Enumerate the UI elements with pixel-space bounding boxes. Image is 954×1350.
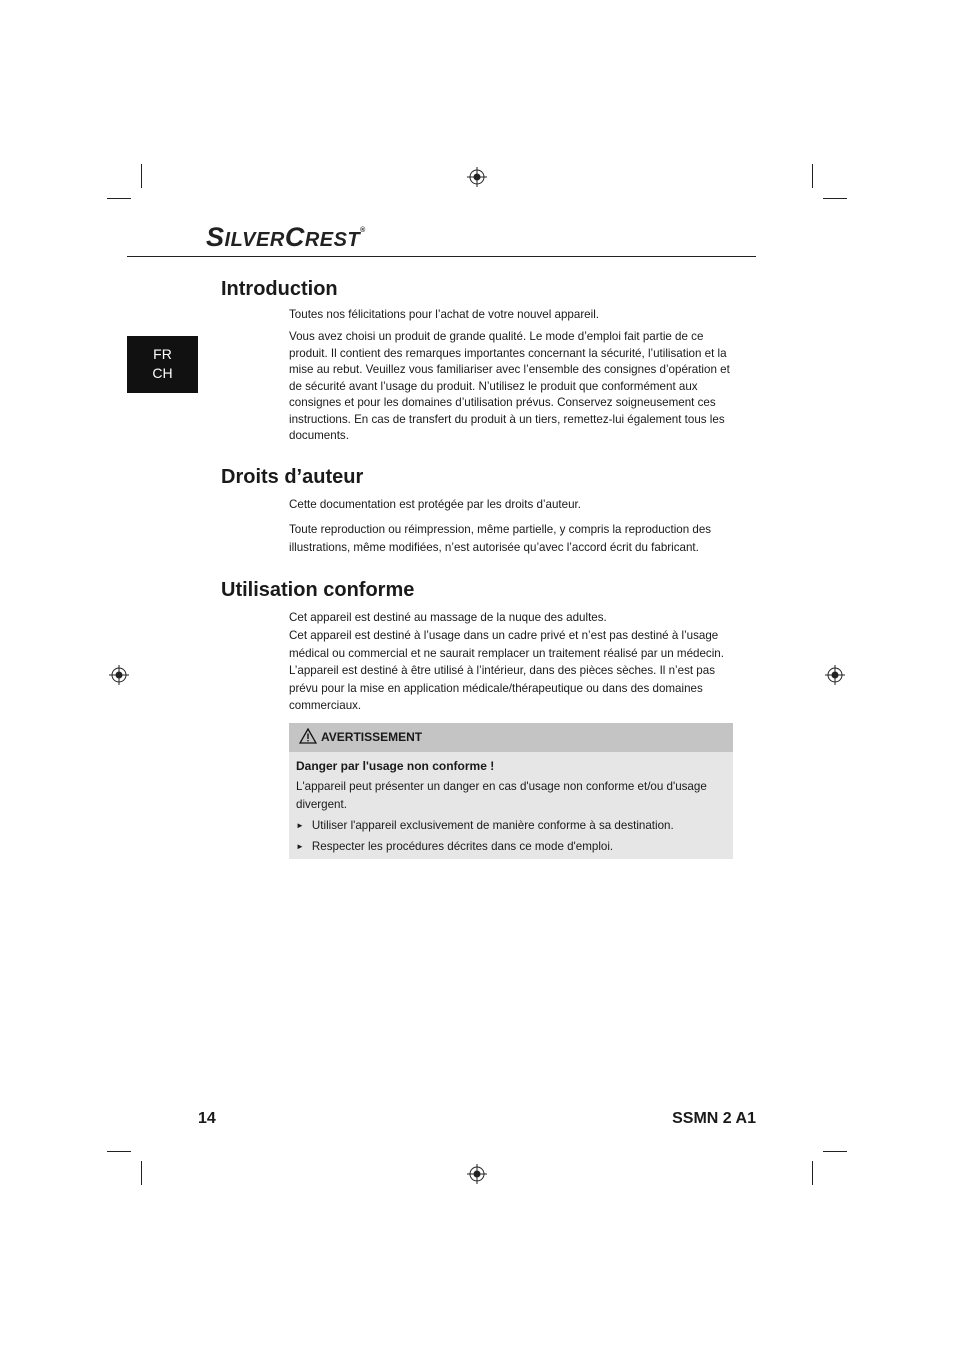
- warning-bullet: ► Utiliser l'appareil exclusivement de manière conforme à sa destination.: [296, 819, 674, 832]
- copyright-paragraph: Cette documentation est protégée par les droits d’auteur.: [289, 498, 581, 511]
- copyright-paragraph: Toute reproduction ou réimpression, même partielle, y compris la reproduction des illustrations, même modifiées, n’est autorisée qu’avec l’accord écrit du fabricant.: [289, 523, 712, 554]
- crop-mark: [107, 198, 131, 199]
- language-code: FR: [153, 346, 172, 362]
- arrow-bullet-icon: ►: [296, 821, 304, 830]
- crop-mark: [823, 198, 847, 199]
- registration-mark-icon: [467, 167, 487, 187]
- intro-paragraph: Toutes nos félicitations pour l’achat de votre nouvel appareil.: [289, 308, 599, 321]
- warning-subtitle: Danger par l'usage non conforme !: [296, 759, 495, 773]
- registration-mark-icon: [109, 665, 129, 685]
- model-number: SSMN 2 A1: [672, 1110, 756, 1127]
- registration-mark-icon: [825, 665, 845, 685]
- crop-mark: [812, 1161, 813, 1185]
- language-code: CH: [152, 365, 173, 381]
- language-tab: [127, 336, 198, 393]
- intro-paragraph: Vous avez choisi un produit de grande qualité. Le mode d’emploi fait partie de ce produit. Il contient des remarques importantes concernant la sécurité, l’utilisation et la mise au rebut. Veuillez vous familiariser avec l’ensemble des consignes d’opération et de sécurité avant l’usage du produit. N’utilisez le produit que conformément aux consignes et pour les domaines d’utilisation prévus. Conservez soigneusement ces instructions. En cas de transfert du produit à un tiers, remettez-lui également tous les documents.: [289, 330, 730, 442]
- usage-paragraph: Cet appareil est destiné à l’usage dans un cadre privé et n’est pas destiné à l’usage médical ou commercial et ne saurait remplacer un traitement réalisé par un médecin. L’appareil est destiné à être utilisé à l’intérieur, dans des pièces sèches. Il n’est pas prévu pour la mise en application médicale/thérapeutique ou dans des domaines commerciaux.: [289, 629, 724, 712]
- crop-mark: [107, 1151, 131, 1152]
- warning-box: [289, 723, 733, 859]
- brand-logo: SILVERCREST®: [206, 222, 366, 252]
- arrow-bullet-icon: ►: [296, 842, 304, 851]
- usage-paragraph: Cet appareil est destiné au massage de la nuque des adultes.: [289, 611, 607, 624]
- warning-bullet: ► Respecter les procédures décrites dans ce mode d'emploi.: [296, 840, 614, 853]
- registration-mark-icon: [467, 1164, 487, 1184]
- warning-header: [289, 723, 733, 752]
- crop-mark: [823, 1151, 847, 1152]
- warning-text: L'appareil peut présenter un danger en cas d'usage non conforme et/ou d'usage divergent.: [296, 780, 707, 811]
- page-number: 14: [198, 1110, 216, 1127]
- warning-title: AVERTISSEMENT: [321, 730, 423, 744]
- warning-triangle-icon: [299, 728, 317, 744]
- crop-mark: [141, 164, 142, 188]
- crop-mark: [141, 1161, 142, 1185]
- section-heading-copyright: Droits d’auteur: [221, 466, 364, 488]
- section-heading-introduction: Introduction: [221, 278, 338, 300]
- header-rule: [127, 256, 756, 257]
- section-heading-usage: Utilisation conforme: [221, 579, 415, 601]
- crop-mark: [812, 164, 813, 188]
